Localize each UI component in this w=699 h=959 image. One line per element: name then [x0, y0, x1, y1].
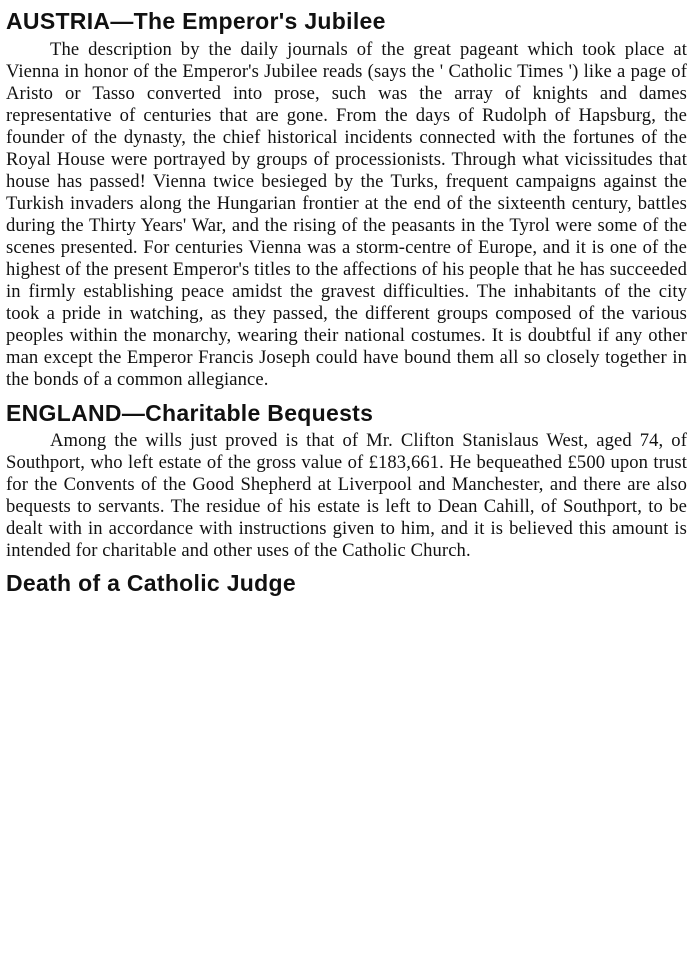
article-body: The description by the daily journals of the great pageant which took place at Vienna in honor of the Emperor's Jubilee reads (says the ' Catholic Times ') like a page of Aristo or Tasso converted into prose, such was the array of knights and dames representative of centuries that are gone. From the days of Rudolph of Hapsburg, the founder of the dynasty, the chief historical incidents connected with the fortunes of the Royal House were portrayed by groups of processionists. Through what vicissitudes that house has passed! Vienna twice besieged by the Turks, frequent campaigns against the Turkish invaders along the Hungarian frontier at the end of the sixteenth century, battles during the Thirty Years' War, and the rising of the peasants in the Tyrol were some of the scenes presented. For centuries Vienna was a storm-centre of Europe, and it is one of the highest of the present Emperor's titles to the affections of his people that he has succeeded in firmly establishing peace amidst the gravest difficulties. The inhabitants of the city took a pride in watching, as they passed, the different groups composed of the various peoples within the monarchy, wearing their national costumes. It is doubtful if any other man except the Emperor Francis Joseph could have bound them all so closely together in the bonds of a common allegiance. [6, 39, 687, 390]
article-death-of-judge [6, 568, 687, 598]
article-heading: Death of a Catholic Judge [6, 570, 296, 596]
article-body: Among the wills just proved is that of Mr. Clifton Stanislaus West, aged 74, of Southport, who left estate of the gross value of £183,661. He bequeathed £500 upon trust for the Convents of the Good Shepherd at Liverpool and Manchester, and there are also bequests to servants. The residue of his estate is left to Dean Cahill, of Southport, to be dealt with in accordance with instructions given to him, and it is believed this amount is intended for charitable and other uses of the Catholic Church. [6, 430, 687, 561]
article-heading: AUSTRIA—The Emperor's Jubilee [6, 8, 386, 34]
article-austria [6, 6, 687, 391]
article-england [6, 398, 687, 562]
article-heading: ENGLAND—Charitable Bequests [6, 400, 374, 426]
